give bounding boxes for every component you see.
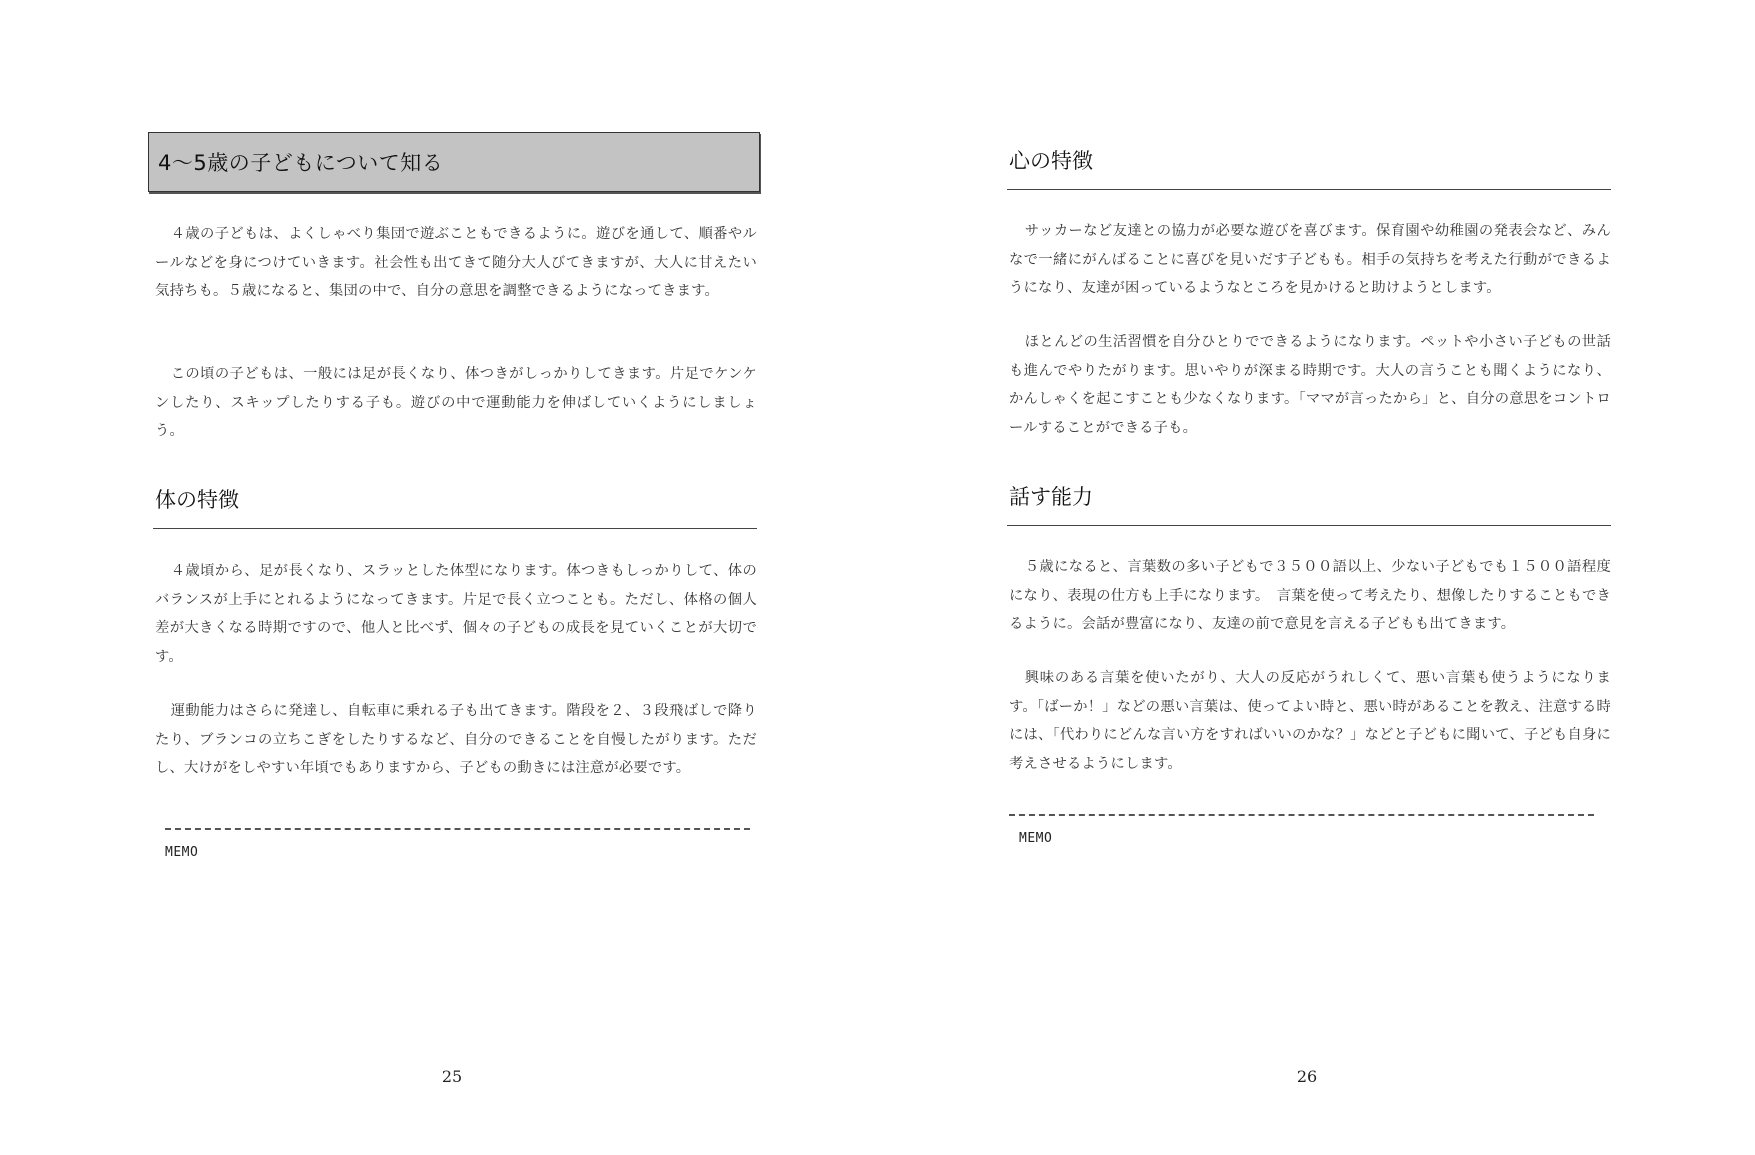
section-heading-mind <box>1007 145 1611 190</box>
page-number: 25 <box>441 1067 463 1086</box>
left-page <box>0 0 877 1155</box>
memo-label: MEMO <box>165 845 199 860</box>
mind-paragraph-1: サッカーなど友達との協力が必要な遊びを喜びます。保育園や幼稚園の発表会など、みんなで一緒にがんばることに喜びを見いだす子どもも。相手の気持ちを考えた行動ができるようになり、友達が困っているようなところを見かけると助けようとします。 <box>1009 223 1611 296</box>
speech-paragraph-1: ５歳になると、言葉数の多い子どもで３５００語以上、少ない子どもでも１５００語程度になり、表現の仕方も上手になります。 言葉を使って考えたり、想像したりすることもできるように。会話が豊富になり、友達の前で意見を言える子どもも出てきます。 <box>1009 559 1611 632</box>
chapter-title: 4～5歳の子どもについて知る <box>158 151 444 175</box>
intro-paragraph-1: ４歳の子どもは、よくしゃべり集団で遊ぶこともできるように。遊びを通して、順番やルールなどを身につけていきます。社会性も出てきて随分大人びてきますが、大人に甘えたい気持ちも。５歳になると、集団の中で、自分の意思を調整できるようになってきます。 <box>155 226 757 299</box>
chapter-title-box <box>148 132 760 192</box>
memo-label: MEMO <box>1019 831 1053 846</box>
speech-paragraph-2: 興味のある言葉を使いたがり、大人の反応がうれしくて、悪い言葉も使うようになります。「ばーか！」などの悪い言葉は、使ってよい時と、悪い時があることを教え、注意する時には、「代わりにどんな言い方をすればいいのかな？」などと子どもに聞いて、子ども自身に考えさせるようにします。 <box>1009 670 1611 772</box>
right-page <box>878 0 1755 1155</box>
memo-divider <box>1009 814 1594 816</box>
section-heading-body <box>153 484 757 529</box>
memo-divider <box>165 828 750 830</box>
body-paragraph-1: ４歳頃から、足が長くなり、スラッとした体型になります。体つきもしっかりして、体のバランスが上手にとれるようになってきます。片足で長く立つことも。ただし、体格の個人差が大きくなる時期ですので、他人と比べず、個々の子どもの成長を見ていくことが大切です。 <box>155 563 757 665</box>
mind-paragraph-2: ほとんどの生活習慣を自分ひとりでできるようになります。ペットや小さい子どもの世話も進んでやりたがります。思いやりが深まる時期です。大人の言うことも聞くようになり、かんしゃくを起こすことも少なくなります。「ママが言ったから」と、自分の意思をコントロールすることができる子も。 <box>1009 334 1611 436</box>
section-heading-mind-text: 心の特徴 <box>1009 149 1093 173</box>
section-heading-body-text: 体の特徴 <box>155 488 239 512</box>
page-number: 26 <box>1296 1067 1318 1086</box>
intro-paragraph-2: この頃の子どもは、一般には足が長くなり、体つきがしっかりしてきます。片足でケンケンしたり、スキップしたりする子も。遊びの中で運動能力を伸ばしていくようにしましょう。 <box>155 366 757 439</box>
section-heading-speech <box>1007 481 1611 526</box>
section-heading-speech-text: 話す能力 <box>1009 485 1093 509</box>
body-paragraph-2: 運動能力はさらに発達し、自転車に乗れる子も出てきます。階段を２、３段飛ばしで降りたり、ブランコの立ちこぎをしたりするなど、自分のできることを自慢したがります。ただし、大けがをしやすい年頃でもありますから、子どもの動きには注意が必要です。 <box>155 703 757 776</box>
